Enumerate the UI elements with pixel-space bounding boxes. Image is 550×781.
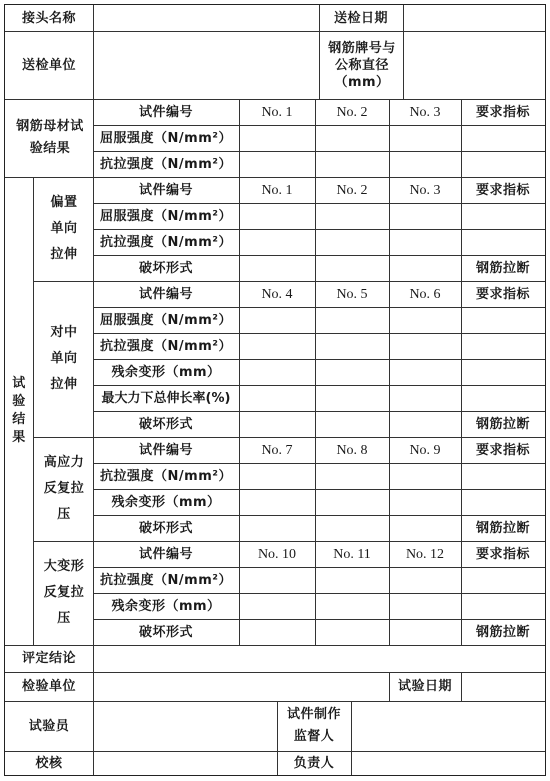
row-label: 抗拉强度（N/mm²） [100, 234, 232, 250]
requirement-label: 要求指标 [475, 286, 530, 302]
specimen-no-cell: No. 12 [405, 546, 445, 562]
test-report-table [4, 4, 546, 776]
specimen-no-cell: No. 11 [333, 546, 371, 562]
tensile-strength-label: 抗拉强度（N/mm²） [100, 156, 232, 172]
person-in-charge-label: 负责人 [293, 755, 335, 771]
rebar-grade-label: 钢筋牌号与公称直径（mm） [328, 40, 396, 90]
failure-requirement: 钢筋拉断 [475, 416, 530, 432]
specimen-no-cell: No. 3 [409, 182, 441, 198]
failure-requirement: 钢筋拉断 [475, 624, 530, 640]
failure-requirement: 钢筋拉断 [475, 260, 530, 276]
row-label: 抗拉强度（N/mm²） [100, 338, 232, 354]
row-label: 抗拉强度（N/mm²） [100, 572, 232, 588]
specimen-no-cell: No. 6 [409, 286, 441, 302]
row-label: 抗拉强度（N/mm²） [100, 468, 232, 484]
specimen-no-cell: No. 7 [261, 442, 293, 458]
group-label-centered-tension: 对中单向拉伸 [50, 325, 78, 392]
specimen-no-cell: No. 1 [261, 182, 293, 198]
failure-requirement: 钢筋拉断 [475, 520, 530, 536]
group-label-offset-tension: 偏置单向拉伸 [50, 195, 78, 262]
specimen-no-cell: No. 1 [261, 104, 293, 120]
grid-line [351, 701, 352, 775]
conclusion-label: 评定结论 [21, 651, 76, 666]
specimen-no-cell: No. 4 [261, 286, 293, 302]
specimen-no-cell: No. 3 [409, 104, 441, 120]
supervisor-label: 试件制作监督人 [286, 707, 341, 744]
row-label: 残余变形（mm） [111, 598, 221, 614]
yield-strength-label: 屈服强度（N/mm²） [100, 130, 232, 146]
specimen-no-cell: No. 8 [336, 442, 368, 458]
row-label: 试件编号 [138, 286, 193, 302]
grid-line [93, 645, 94, 775]
specimen-no-cell: No. 2 [336, 182, 368, 198]
specimen-no-cell: No. 9 [409, 442, 441, 458]
test-date-label: 试验日期 [397, 679, 452, 694]
row-label: 残余变形（mm） [111, 364, 221, 380]
submitting-unit-label: 送检单位 [21, 57, 76, 73]
row-label: 破坏形式 [138, 260, 193, 276]
requirement-label: 要求指标 [475, 182, 530, 198]
group-label-high-stress: 高应力反复拉压 [43, 455, 85, 522]
row-label: 破坏形式 [138, 416, 193, 432]
base-material-section-label: 钢筋母材试验结果 [16, 119, 84, 156]
row-label: 屈服强度（N/mm²） [100, 312, 232, 328]
joint-name-label: 接头名称 [21, 10, 76, 26]
row-label: 屈服强度（N/mm²） [100, 208, 232, 224]
requirement-label: 要求指标 [475, 442, 530, 458]
inspection-unit-label: 检验单位 [21, 679, 76, 694]
requirement-label: 要求指标 [475, 104, 530, 120]
specimen-no-label: 试件编号 [138, 104, 193, 120]
test-results-section-label: 试验结果 [12, 376, 26, 445]
specimen-no-cell: No. 10 [257, 546, 297, 562]
grid-line [33, 177, 34, 645]
specimen-no-cell: No. 5 [336, 286, 368, 302]
row-label: 残余变形（mm） [111, 494, 221, 510]
grid-line [461, 672, 462, 701]
row-label: 试件编号 [138, 182, 193, 198]
group-label-large-deformation: 大变形反复拉压 [43, 559, 85, 626]
row-label: 最大力下总伸长率(%) [101, 390, 231, 406]
grid-line [403, 5, 404, 99]
reviewer-label: 校核 [35, 755, 63, 771]
requirement-label: 要求指标 [475, 546, 530, 562]
specimen-no-cell: No. 2 [336, 104, 368, 120]
row-label: 破坏形式 [138, 520, 193, 536]
row-label: 试件编号 [138, 442, 193, 458]
row-label: 破坏形式 [138, 624, 193, 640]
tester-label: 试验员 [28, 718, 70, 734]
row-label: 试件编号 [138, 546, 193, 562]
inspection-date-label: 送检日期 [333, 10, 388, 26]
